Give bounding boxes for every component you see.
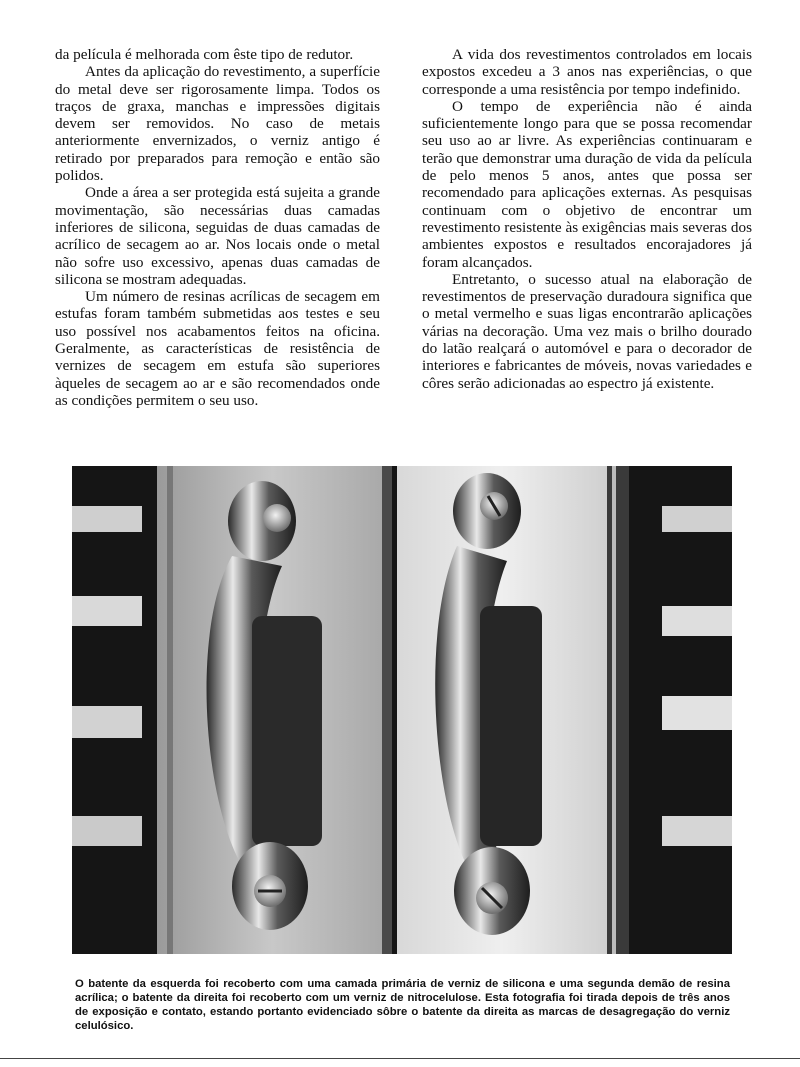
paragraph: Um número de resinas acrílicas de secagem em estufas foram também submetidas aos testes e seu uso possível nos acabamentos feitos na oficina. Geralmente, as características de resistência de vernizes de secagem em estufa são superiores àqueles de secagem ao ar e são recomendados onde as condições permitem o seu uso. (55, 288, 380, 409)
figure-caption: O batente da esquerda foi recoberto com uma camada primária de verniz de silicona e uma segunda demão de resina acrílica; o batente da direita foi recoberto com um verniz de nitrocelulose. Esta fotografia foi tirada depois de três anos de exposição e contato, estando portanto evidenciado sôbre o batente da direita as marcas de desagregação do verniz celulósico. (75, 978, 730, 1033)
right-text-column (422, 46, 752, 392)
paragraph: Onde a área a ser protegida está sujeita a grande movimentação, são necessárias duas camadas inferiores de silicona, seguidas de duas camadas de acrílico de secagem ao ar. Nos locais onde o metal não sofre uso excessivo, apenas duas camadas de silicona se mostram adequadas. (55, 184, 380, 288)
paragraph: O tempo de experiência não é ainda suficientemente longo para que se possa recomendar seu uso ao ar livre. As experiências continuaram e terão que demonstrar uma duração de vida da película de pelo menos 5 anos, antes que possa ser recomendado para aplicações externas. As pesquisas continuam com o objetivo de encontrar um revestimento resistente às exigências mais severas dos ambientes expostos e resultados encorajadores já foram alcançados. (422, 97, 752, 271)
door-handles-photo (72, 466, 732, 954)
left-text-column (55, 46, 380, 409)
paragraph: da película é melhorada com êste tipo de redutor. (55, 46, 354, 63)
paragraph: A vida dos revestimentos controlados em locais expostos excedeu a 3 anos nas experiências, o que corresponde a uma resistência por tempo indefinido. (422, 46, 752, 98)
paragraph: Antes da aplicação do revestimento, a superfície do metal deve ser rigorosamente limpa. Todos os traços de graxa, manchas e impressões digitais devem ser removidos. No caso de metais anteriormente envernizados, o verniz antigo é retirado por preparados para remoção e então são polidos. (55, 63, 380, 185)
paragraph: Entretanto, o sucesso atual na elaboração de revestimentos de preservação duradoura significa que o metal vermelho e suas ligas encontrarão aplicações várias na decoração. Uma vez mais o brilho dourado do latão realçará o automóvel e para o decorador de interiores e fabricantes de móveis, novas variedades e côres serão adicionadas ao espectro já existente. (422, 270, 752, 392)
